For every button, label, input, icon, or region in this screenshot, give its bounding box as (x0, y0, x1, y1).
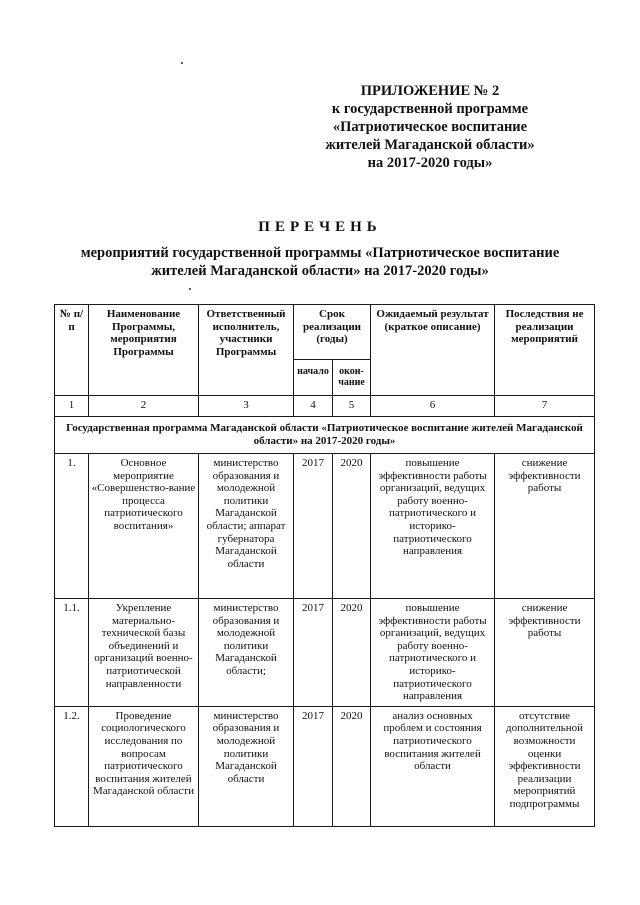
row-number: 1.1. (55, 599, 89, 707)
subtitle-line: жителей Магаданской области» на 2017-2020 годы» (151, 263, 489, 279)
scan-speck (189, 288, 191, 290)
document-title: ПЕРЕЧЕНЬ (258, 219, 382, 235)
header-start: начало (294, 360, 333, 396)
row-name: Укрепление материально-технической базы объединений и организаций военно-патриотической направленности (89, 599, 199, 707)
measures-table (54, 304, 595, 827)
row-number: 1. (55, 454, 89, 599)
row-start: 2017 (294, 454, 333, 599)
column-number: 5 (333, 396, 371, 417)
table-header-row (55, 305, 595, 360)
row-responsible: министерство образования и молодежной политики Магаданской области; (199, 599, 294, 707)
header-result: Ожидаемый результат (краткое описание) (371, 305, 495, 396)
row-name: Основное мероприятие «Совершенство-вание процесса патриотического воспитания» (89, 454, 199, 599)
row-end: 2020 (333, 599, 371, 707)
row-result: анализ основных проблем и состояния патриотического воспитания жителей области (371, 706, 495, 826)
table-row (55, 599, 595, 707)
column-number: 4 (294, 396, 333, 417)
appendix-heading (300, 82, 560, 172)
appendix-line: жителей Магаданской области» (325, 137, 535, 153)
column-number: 2 (89, 396, 199, 417)
column-number: 1 (55, 396, 89, 417)
header-name: Наименование Программы, мероприятия Программы (89, 305, 199, 396)
table-row (55, 454, 595, 599)
header-consequences: Последствия не реализации мероприятий (495, 305, 595, 396)
row-consequences: снижение эффективности работы (495, 599, 595, 707)
row-end: 2020 (333, 454, 371, 599)
subtitle-line: мероприятий государственной программы «Патриотическое воспитание (80, 245, 560, 261)
row-responsible: министерство образования и молодежной политики Магаданской области (199, 706, 294, 826)
row-name: Проведение социологического исследования по вопросам патриотического воспитания жителей Магаданской области (89, 706, 199, 826)
column-number: 3 (199, 396, 294, 417)
appendix-line: к государственной программе (331, 101, 529, 117)
scan-speck (181, 62, 183, 64)
program-title-cell: Государственная программа Магаданской области «Патриотическое воспитание жителей Магаданской области» на 2017-2020 годы» (55, 417, 595, 454)
table-row (55, 706, 595, 826)
row-result: повышение эффективности работы организаций, ведущих работу военно-патриотического и историко-патриотического направления (371, 454, 495, 599)
row-consequences: отсутствие дополнительной возможности оценки эффективности реализации мероприятий подпрограммы (495, 706, 595, 826)
row-result: повышение эффективности работы организаций, ведущих работу военно-патриотического и историко-патриотического направления (371, 599, 495, 707)
document-subtitle (60, 244, 580, 280)
appendix-line: «Патриотическое воспитание (332, 119, 528, 135)
appendix-line: на 2017-2020 годы» (367, 155, 493, 171)
row-start: 2017 (294, 706, 333, 826)
row-start: 2017 (294, 599, 333, 707)
row-end: 2020 (333, 706, 371, 826)
row-number: 1.2. (55, 706, 89, 826)
row-consequences: снижение эффективности работы (495, 454, 595, 599)
header-term: Срок реализации (годы) (294, 305, 371, 360)
row-responsible: министерство образования и молодежной политики Магаданской области; аппарат губернатора Магаданской области (199, 454, 294, 599)
header-num: № п/п (55, 305, 89, 396)
appendix-number: ПРИЛОЖЕНИЕ № 2 (360, 83, 500, 99)
header-responsible: Ответственный исполнитель, участники Программы (199, 305, 294, 396)
header-end: окон-чание (333, 360, 371, 396)
program-row (55, 417, 595, 454)
column-number-row (55, 396, 595, 417)
column-number: 6 (371, 396, 495, 417)
column-number: 7 (495, 396, 595, 417)
